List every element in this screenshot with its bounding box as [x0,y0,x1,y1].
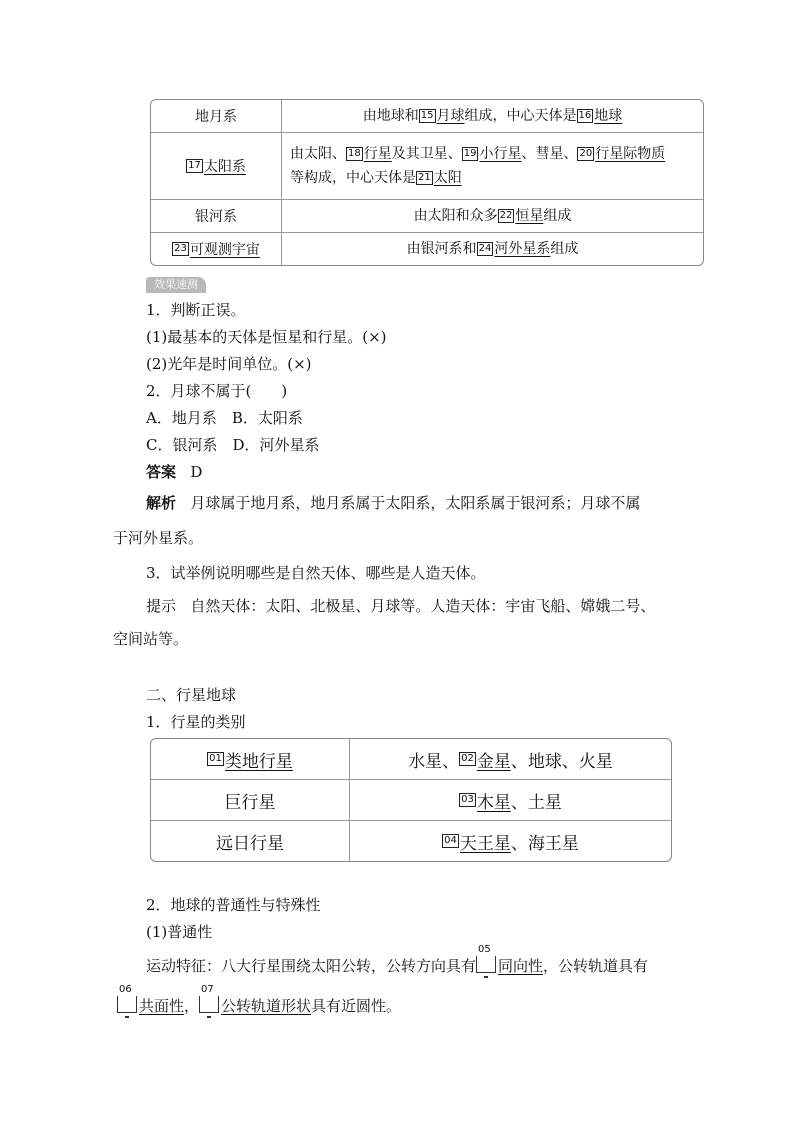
table-row [151,779,671,820]
answer-text: 共面性 [139,997,185,1015]
answer-text: 行星际物质 [595,146,666,162]
analysis-line-2: 于河外星系。 [113,529,204,547]
blank-number: 05 [478,944,491,955]
answer-text: 天王星 [459,833,511,854]
table-row [151,232,703,265]
blank-number: 24 [478,243,492,254]
row-label: 远日行星 [151,821,350,861]
hint-line-1: 提示 自然天体：太阳、北极星、月球等。人造天体：宇宙飞船、嫦娥二号、 [146,597,656,615]
table-row [151,199,703,232]
answer-text: 金星 [476,751,511,772]
table-row [151,132,703,199]
question-1a: (1)最基本的天体是恒星和行星。(×) [146,328,387,346]
motion-line-1: 运动特征：八大行星围绕太阳公转，公转方向具有 05 同向性，公转轨道具有 [146,955,648,976]
section-heading: 二、行星地球 [146,686,237,704]
blank-number: 01 [209,753,222,764]
motion-line-2: 06 共面性， 07 公转轨道形状具有近圆性。 [117,995,401,1016]
subsection-heading-2-1: (1)普通性 [146,923,213,941]
answer-text: 小行星 [479,146,522,162]
celestial-system-table [150,99,704,266]
answer-text: 行星 [363,146,392,162]
answer-text: 地球 [594,108,623,124]
question-2: 2．月球不属于( ) [146,382,288,400]
answer-blank [476,944,496,973]
hint-line-2: 空间站等。 [113,630,189,648]
answer-text: 月球 [436,108,465,124]
answer-text: 公转轨道形状 [221,997,312,1015]
blank-number: 16 [578,110,592,121]
planet-category-table [150,738,672,862]
analysis-label: 解析 [146,494,177,512]
row-content: 由地球和 15 月球 组成，中心天体是 16 地球 [282,100,703,132]
quick-test-badge: 效果速测 [146,277,206,293]
blank-number: 04 [444,835,457,846]
blank-number: 20 [579,148,593,159]
answer-label: 答案 [146,463,177,481]
table-row [151,739,671,779]
row-content: 04 天王星 、海王星 [350,821,671,861]
row-label: 巨行星 [151,780,350,820]
question-2-options-ab: A．地月系 B．太阳系 [146,409,303,427]
blank-number: 21 [418,172,431,183]
blank-number: 17 [188,160,201,171]
blank-number: 19 [463,148,477,159]
table-row [151,820,671,861]
answer-text: 同向性 [498,957,544,975]
question-2-options-cd: C．银河系 D．河外星系 [146,436,320,454]
blank-number: 23 [174,243,187,254]
row-label: 17 太阳系 [151,133,282,199]
row-content: 由太阳、 18 行星及其卫星、 19 小行星、彗星、 20 行星际物质 等构成，中心天体是 21 太阳 [290,146,666,186]
blank-number: 18 [348,148,361,159]
blank-number: 07 [201,984,214,995]
answer-blank [117,984,137,1013]
answer-text: 恒星 [515,208,544,224]
blank-number: 15 [420,110,434,121]
hint-label: 提示 [146,597,177,615]
row-label: 01 类地行星 [151,739,350,779]
row-content: 水星、 02 金星 、地球、火星 [350,739,671,779]
blank-number: 03 [461,794,474,805]
question-3: 3．试举例说明哪些是自然天体、哪些是人造天体。 [146,564,486,582]
row-content: 03 木星 、土星 [350,780,671,820]
blank-number: 22 [499,210,513,221]
row-label: 银河系 [151,200,282,232]
subsection-heading-2: 2．地球的普通性与特殊性 [146,896,321,914]
analysis-line-1: 解析 月球属于地月系，地月系属于太阳系，太阳系属于银河系；月球不属 [146,494,641,512]
answer-text: 太阳 [433,170,462,186]
blank-number: 02 [461,753,474,764]
answer-value: D [190,463,203,481]
subsection-heading: 1．行星的类别 [146,713,246,731]
question-1: 1．判断正误。 [146,301,246,319]
row-content: 由银河系和 24 河外星系 组成 [282,233,703,265]
answer-text: 河外星系 [494,241,551,257]
row-content: 由太阳和众多 22 恒星 组成 [282,200,703,232]
row-label: 地月系 [151,100,282,132]
answer-blank [199,984,219,1013]
answer-text: 木星 [476,792,511,813]
answer-line [146,461,202,482]
row-label: 23 可观测宇宙 [151,233,282,265]
question-1b: (2)光年是时间单位。(×) [146,355,312,373]
blank-number: 06 [119,984,132,995]
table-row [151,100,703,132]
